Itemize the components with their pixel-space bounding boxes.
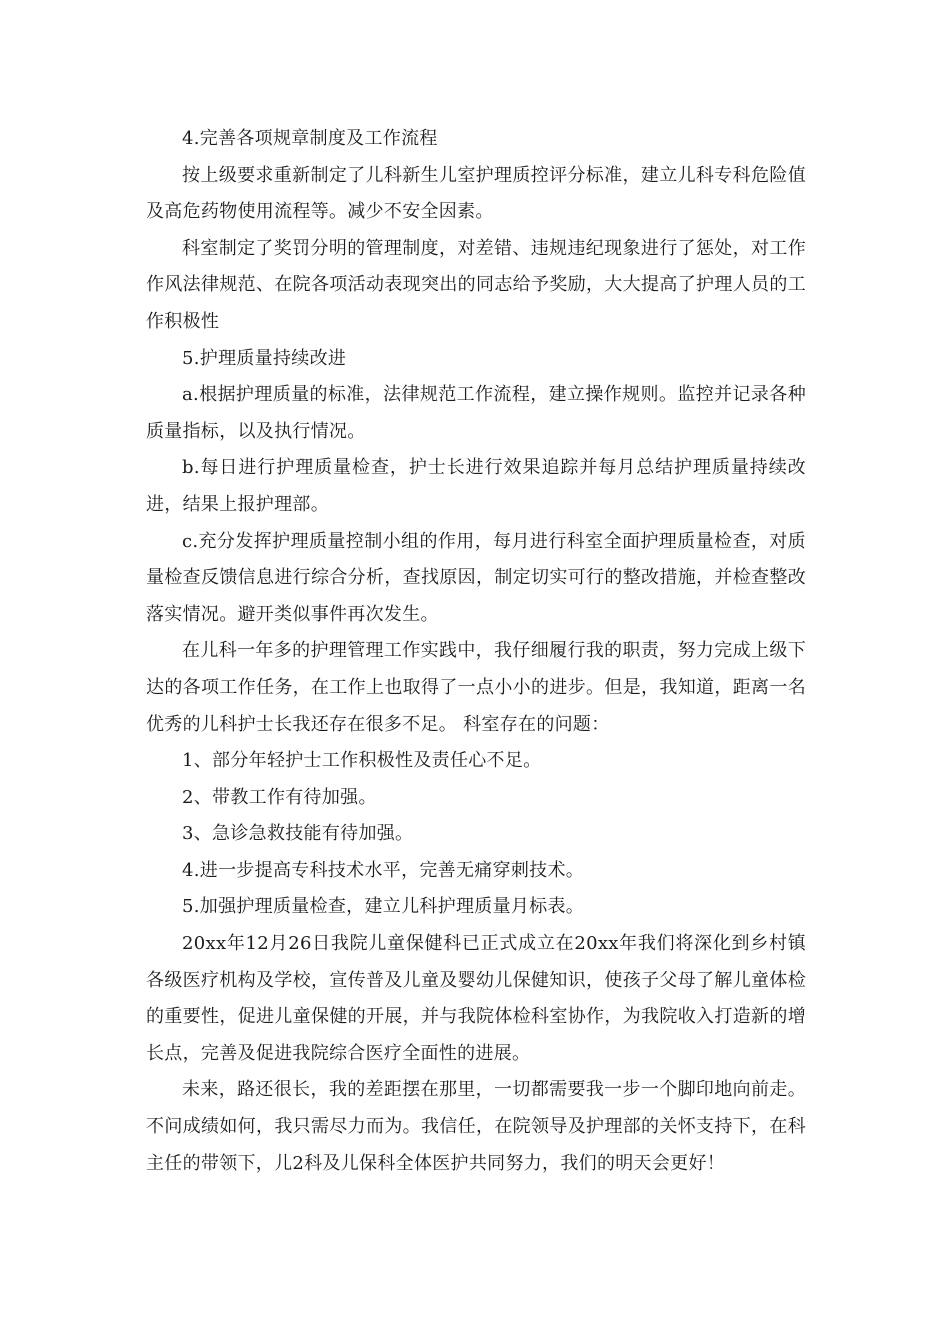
problem-item-5: 5.加强护理质量检查，建立儿科护理质量月标表。 (182, 896, 585, 918)
list-item-c: c.充分发挥护理质量控制小组的作用，每月进行科室全面护理质量检查，对质量检查反馈信息进行综合分析，查找原因，制定切实可行的整改措施，并检查整改落实情况。避开类似事件再次发生。 (146, 530, 806, 625)
paragraph-reward-system: 科室制定了奖罚分明的管理制度，对差错、违规违纪现象进行了惩处，对工作作风法律规范、在院各项活动表现突出的同志给予奖励，大大提高了护理人员的工作积极性 (146, 237, 806, 332)
list-item-b: b.每日进行护理质量检查，护士长进行效果追踪并每月总结护理质量持续改进，结果上报护理部。 (146, 457, 806, 515)
paragraph-future: 未来，路还很长，我的差距摆在那里，一切都需要我一步一个脚印地向前走。不问成绩如何，我只需尽力而为。我信任，在院领导及护理部的关怀支持下，在科主任的带领下，儿2科及儿保科全体医护共同努力，我们的明天会更好！ (146, 1079, 806, 1174)
list-item-a: a.根据护理质量的标准，法律规范工作流程，建立操作规则。监控并记录各种质量指标，以及执行情况。 (146, 384, 806, 442)
paragraph-quality-standards: 按上级要求重新制定了儿科新生儿室护理质控评分标准，建立儿科专科危险值及高危药物使用流程等。减少不安全因素。 (146, 164, 806, 223)
problem-item-3: 3、急诊急救技能有待加强。 (182, 823, 414, 845)
problem-item-1: 1、部分年轻护士工作积极性及责任心不足。 (182, 750, 542, 772)
paragraph-reflection: 在儿科一年多的护理管理工作实践中，我仔细履行我的职责，努力完成上级下达的各项工作任务，在工作上也取得了一点小小的进步。但是，我知道，距离一名优秀的儿科护士长我还存在很多不足。 科室存在的问题： (146, 640, 806, 735)
heading-regulations: 4.完善各项规章制度及工作流程 (182, 128, 438, 149)
problem-item-2: 2、带教工作有待加强。 (182, 786, 377, 808)
paragraph-child-health: 20xx年12月26日我院儿童保健科已正式成立在20xx年我们将深化到乡村镇各级医疗机构及学校，宣传普及儿童及婴幼儿保健知识，使孩子父母了解儿童体检的重要性，促进儿童保健的开展，并与我院体检科室协作，为我院收入打造新的增长点，完善及促进我院综合医疗全面性的进展。 (146, 933, 806, 1064)
problem-item-4: 4.进一步提高专科技术水平，完善无痛穿刺技术。 (182, 859, 585, 881)
heading-quality-improvement: 5.护理质量持续改进 (182, 347, 347, 369)
document-body (146, 121, 806, 1182)
